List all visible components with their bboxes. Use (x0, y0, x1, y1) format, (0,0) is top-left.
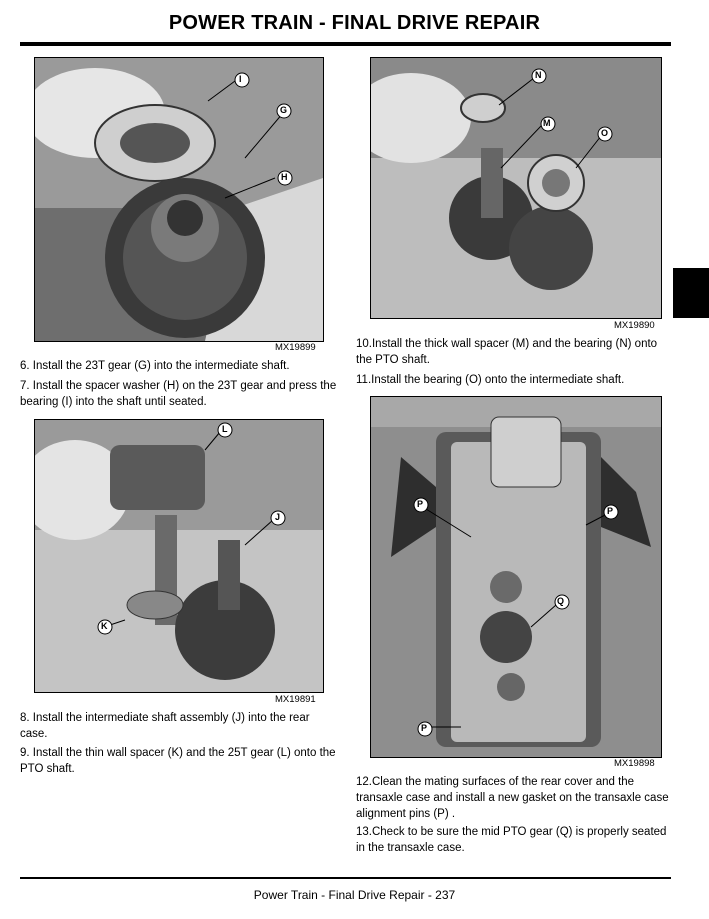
step-13: 13.Check to be sure the mid PTO gear (Q) is properly seated in the transaxle case. (356, 826, 667, 854)
figure-id: MX19891 (275, 694, 316, 705)
photo-intermediate-shaft (35, 420, 323, 692)
page-footer: Power Train - Final Drive Repair - 237 (253, 888, 456, 902)
figure-mx19890 (370, 57, 662, 319)
figure-id: MX19898 (614, 758, 655, 769)
callout-i: I (239, 74, 242, 84)
figure-id: MX19890 (614, 320, 655, 331)
footer-rule (20, 877, 671, 879)
step-6: 6. Install the 23T gear (G) into the intermediate shaft. (20, 360, 290, 372)
callout-l: L (222, 424, 228, 434)
step-10: 10.Install the thick wall spacer (M) and the bearing (N) onto the PTO shaft. (356, 338, 658, 366)
figure-id: MX19899 (275, 342, 316, 353)
page-title: POWER TRAIN - FINAL DRIVE REPAIR (168, 12, 541, 34)
step-7: 7. Install the spacer washer (H) on the 23T gear and press the bearing (I) into the shaft until seated. (20, 380, 337, 408)
figure-mx19898 (370, 396, 662, 758)
photo-pto-shaft-bearing (371, 58, 661, 318)
callout-m: M (543, 118, 551, 128)
photo-gear-bearing (35, 58, 323, 341)
callout-h: H (281, 172, 288, 182)
callout-q: Q (557, 596, 565, 606)
figure-mx19891 (34, 419, 324, 693)
step-11: 11.Install the bearing (O) onto the intermediate shaft. (356, 374, 625, 386)
callout-o: O (601, 128, 609, 138)
callout-n: N (535, 70, 542, 80)
header-rule (20, 42, 671, 46)
callout-p: P (417, 499, 424, 509)
callout-k: K (101, 621, 108, 631)
callout-g: G (280, 105, 288, 115)
callout-p: P (421, 723, 428, 733)
step-12: 12.Clean the mating surfaces of the rear cover and the transaxle case and install a new gasket on the transaxle case alignment pins (P) . (356, 776, 669, 820)
step-8: 8. Install the intermediate shaft assembly (J) into the rear case. (20, 712, 310, 740)
photo-transaxle-case (371, 397, 661, 757)
step-9: 9. Install the thin wall spacer (K) and the 25T gear (L) onto the PTO shaft. (20, 747, 336, 775)
figure-mx19899 (34, 57, 324, 342)
callout-p: P (607, 506, 614, 516)
section-thumb-tab (673, 268, 709, 318)
callout-j: J (275, 512, 281, 522)
